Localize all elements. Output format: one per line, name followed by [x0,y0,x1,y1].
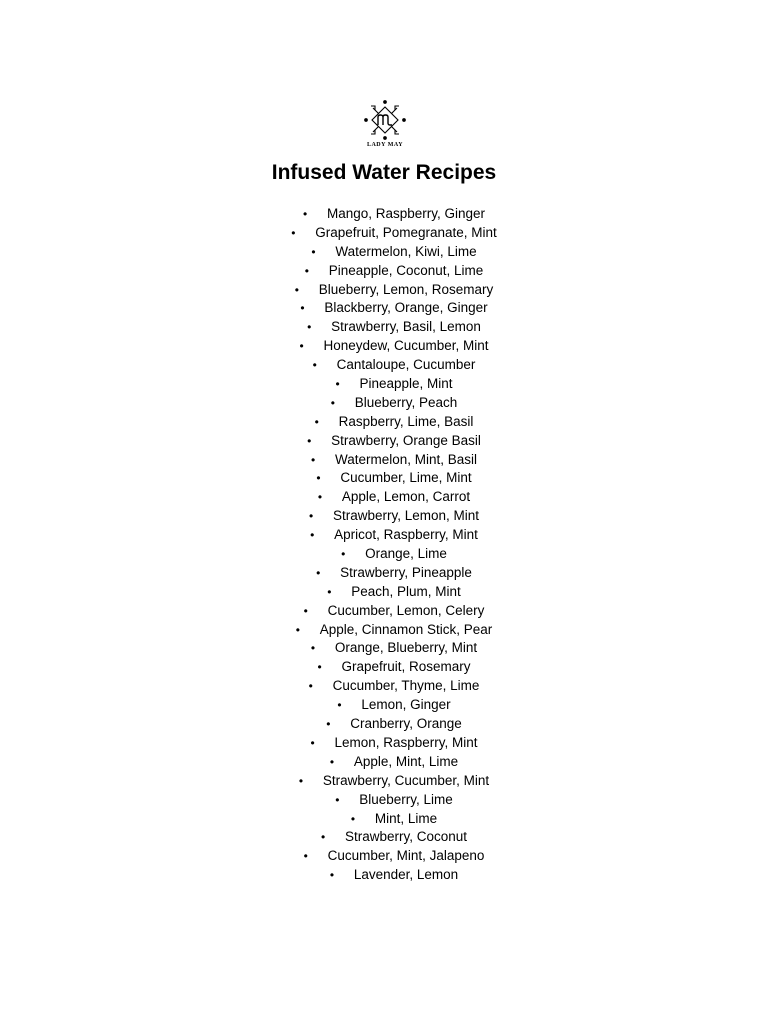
list-item [0,828,768,847]
list-item [0,488,768,507]
recipe-text: Grapefruit, Pomegranate, Mint [315,224,497,240]
recipe-text: Strawberry, Coconut [344,829,468,845]
page-title: Infused Water Recipes [271,161,497,184]
list-item [0,715,768,734]
list-item [0,337,768,356]
list-item [0,639,768,658]
bullet-icon: • [341,547,346,562]
recipe-text: Strawberry, Orange Basil [331,432,481,448]
list-item [0,299,768,318]
list-item [0,205,768,224]
list-item [0,243,768,262]
recipe-text: Cranberry, Orange [350,716,462,732]
bullet-icon: • [312,358,317,373]
monogram-icon [360,98,410,142]
bullet-icon: • [326,717,331,732]
bullet-icon: • [300,301,305,316]
recipe-list [0,205,768,885]
recipe-text: Strawberry, Lemon, Mint [332,508,480,524]
bullet-icon: • [311,244,316,259]
list-item [0,621,768,640]
list-item [0,413,768,432]
bullet-icon: • [303,849,308,864]
bullet-icon: • [307,320,312,335]
bullet-icon: • [303,603,308,618]
list-item [0,356,768,375]
list-item [0,658,768,677]
list-item [0,583,768,602]
bullet-icon: • [310,735,315,750]
bullet-icon: • [327,584,332,599]
list-item [0,507,768,526]
recipe-text: Strawberry, Pineapple [340,564,472,580]
bullet-icon: • [335,377,340,392]
recipe-text: Honeydew, Cucumber, Mint [323,338,489,354]
list-item [0,810,768,829]
bullet-icon: • [314,414,319,429]
list-item [0,791,768,810]
bullet-icon: • [330,395,335,410]
bullet-icon: • [329,754,335,769]
list-item [0,696,768,715]
bullet-icon: • [320,830,326,845]
bullet-icon: • [316,471,321,486]
list-item [0,451,768,470]
recipe-text: Strawberry, Cucumber, Mint [322,772,490,788]
recipe-text: Lavender, Lemon [353,867,459,883]
list-item [0,677,768,696]
recipe-text: Blueberry, Lemon, Rosemary [318,281,494,297]
bullet-icon: • [310,452,316,467]
list-item [0,545,768,564]
bullet-icon: • [310,528,315,543]
recipe-text: Grapefruit, Rosemary [341,659,471,675]
list-item [0,753,768,772]
list-item [0,734,768,753]
bullet-icon: • [299,339,304,354]
bullet-icon: • [317,490,323,505]
bullet-icon: • [302,207,308,221]
recipe-text: Apple, Mint, Lime [353,753,459,769]
recipe-text: Pineapple, Coconut, Lime [328,262,484,278]
recipe-text: Strawberry, Basil, Lemon [331,319,481,335]
list-item [0,224,768,243]
recipe-text: Lemon, Ginger [361,697,451,713]
recipe-text: Cucumber, Mint, Jalapeno [327,848,485,864]
recipe-text: Orange, Blueberry, Mint [334,640,478,656]
list-item [0,375,768,394]
recipe-text: Cantaloupe, Cucumber [336,357,476,373]
bullet-icon: • [335,792,340,807]
bullet-icon: • [317,660,322,675]
recipe-text: Cucumber, Thyme, Lime [332,678,480,694]
bullet-icon: • [310,641,316,656]
recipe-text: Raspberry, Lime, Basil [338,413,474,429]
lady-may-logo [360,98,410,152]
recipe-text: Mango, Raspberry, Ginger [326,206,486,221]
list-item [0,469,768,488]
bullet-icon: • [329,868,335,883]
bullet-icon: • [295,622,300,637]
list-item [0,281,768,300]
bullet-icon: • [308,509,314,524]
list-item [0,394,768,413]
recipe-text: Cucumber, Lime, Mint [340,470,472,486]
recipe-text: Apple, Lemon, Carrot [341,489,471,505]
list-item [0,262,768,281]
recipe-text: Blueberry, Lime [359,791,453,807]
list-item [0,602,768,621]
bullet-icon: • [304,263,309,278]
list-item [0,772,768,791]
bullet-icon: • [294,282,299,297]
bullet-icon: • [308,679,313,694]
recipe-text: Cucumber, Lemon, Celery [327,602,485,618]
list-item [0,847,768,866]
recipe-text: Orange, Lime [365,546,447,562]
list-item [0,432,768,451]
bullet-icon: • [350,811,356,826]
recipe-text: Apricot, Raspberry, Mint [334,527,478,543]
bullet-icon: • [298,773,304,788]
recipe-text: Watermelon, Kiwi, Lime [335,243,477,259]
recipe-text: Pineapple, Mint [359,376,453,392]
list-item [0,866,768,885]
recipe-text: Blueberry, Peach [354,394,458,410]
recipe-text: Peach, Plum, Mint [351,583,461,599]
list-item [0,564,768,583]
recipe-text: Watermelon, Mint, Basil [334,451,478,467]
list-item [0,318,768,337]
recipe-text: Apple, Cinnamon Stick, Pear [319,621,493,637]
recipe-text: Lemon, Raspberry, Mint [334,734,478,750]
recipe-text: Mint, Lime [374,810,438,826]
logo-wordmark: LADY MAY [366,142,404,148]
bullet-icon: • [291,225,296,240]
bullet-icon: • [316,565,321,580]
bullet-icon: • [337,698,342,713]
list-item [0,526,768,545]
recipe-text: Blackberry, Orange, Ginger [324,300,488,316]
bullet-icon: • [307,433,312,448]
